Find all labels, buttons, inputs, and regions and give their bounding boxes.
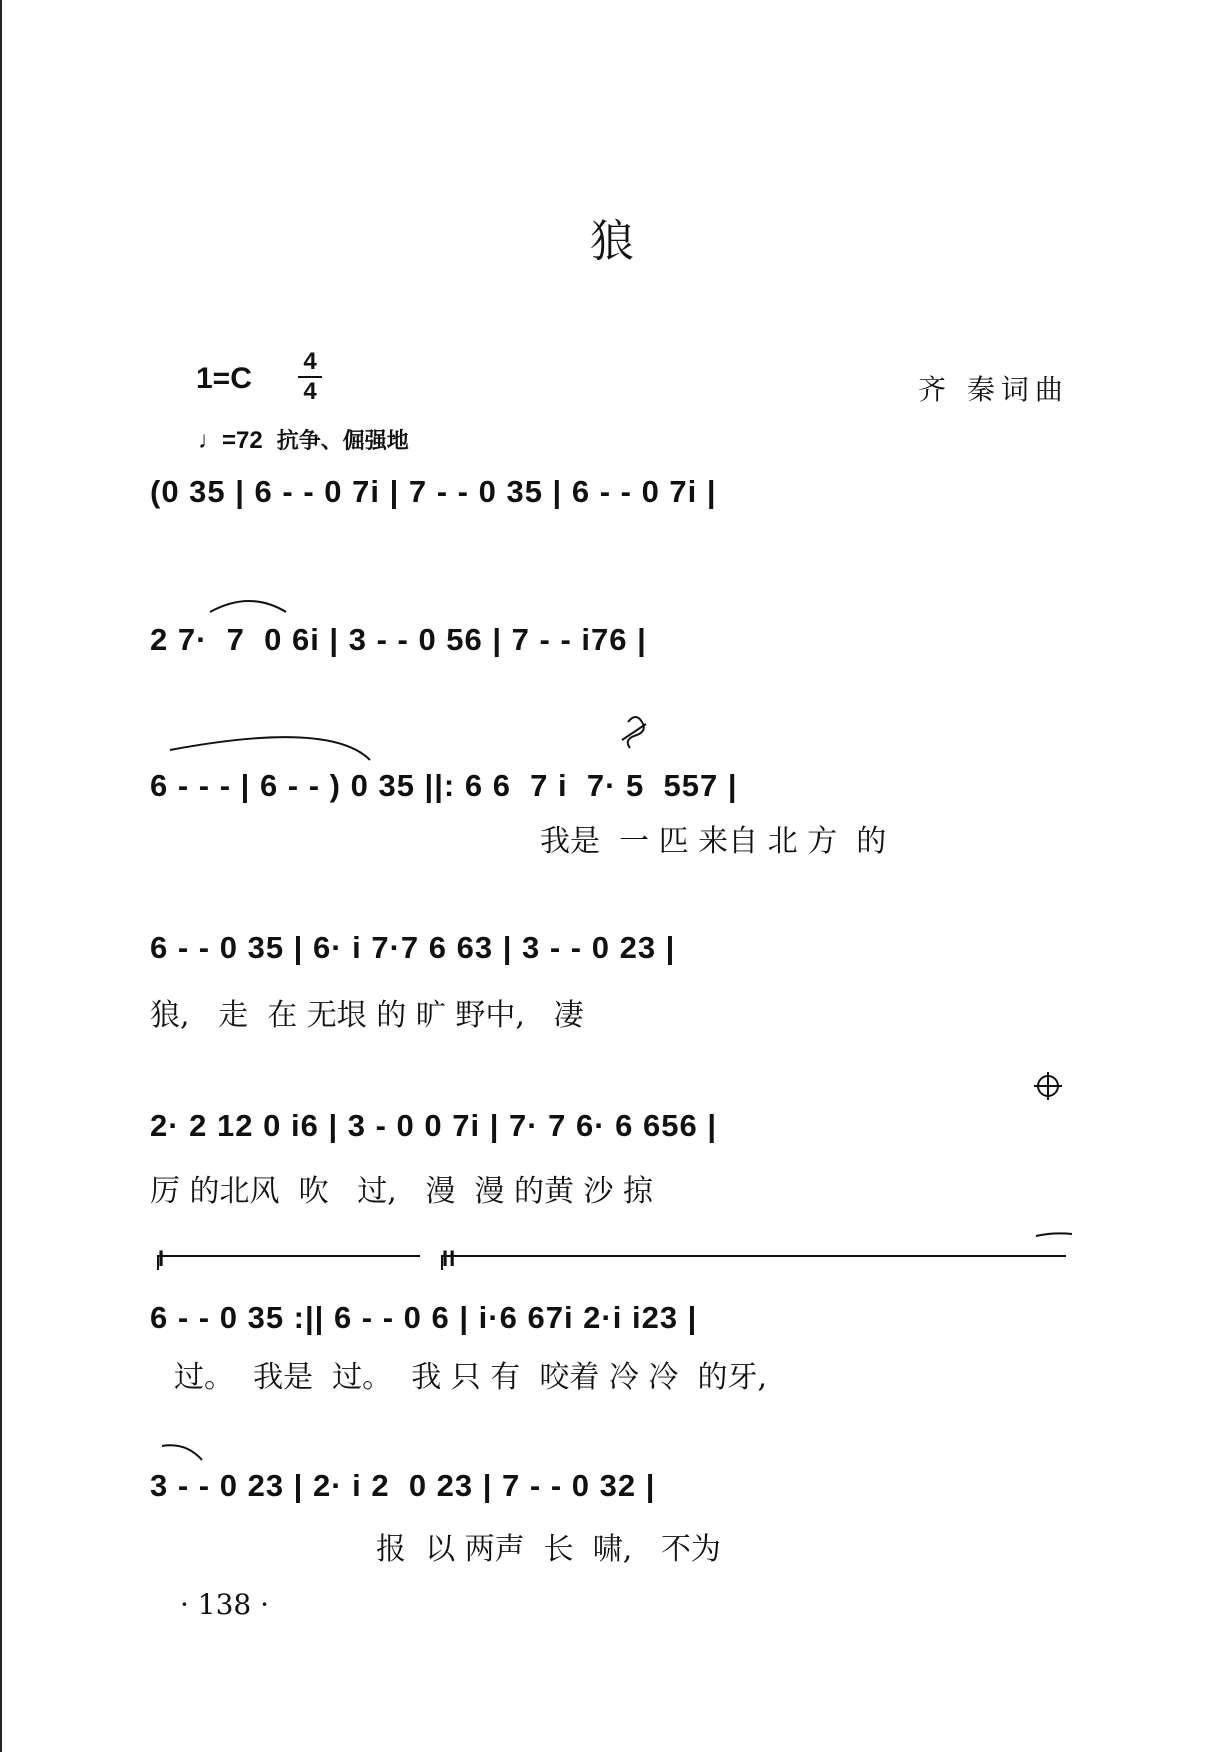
- notation-row: (0 35 | 6 - - 0 7i | 7 - - 0 35 | 6 - - 0 7i |: [150, 474, 717, 509]
- volta-first: I: [158, 1246, 166, 1271]
- tempo-value: ♩=72: [198, 427, 263, 454]
- lyric-row: 报 以 两声 长 啸, 不为: [376, 1532, 721, 1567]
- time-signature-bottom: 4: [303, 378, 317, 405]
- volta-brackets: [158, 1256, 1066, 1270]
- coda-icon: [1034, 1072, 1062, 1100]
- notation-row: 6 - - 0 35 | 6· i 7·7 6 63 | 3 - - 0 23 |: [150, 930, 676, 965]
- notation-row: 2· 2 12 0 i6 | 3 - 0 0 7i | 7· 7 6· 6 656 |: [150, 1108, 718, 1143]
- time-signature-top: 4: [303, 348, 317, 375]
- volta-second: II: [442, 1246, 457, 1271]
- lyric-row: 狼, 走 在 无垠 的 旷 野中, 凄: [150, 998, 584, 1033]
- notation-row: 2 7· 7 0 6i | 3 - - 0 56 | 7 - - i76 |: [150, 622, 647, 657]
- notation-row: 6 - - 0 35 :|| 6 - - 0 6 | i·6 67i 2·i i23 |: [150, 1300, 698, 1335]
- slur-marks: [162, 601, 1072, 1460]
- key-signature: 1=C: [196, 362, 252, 395]
- author-credit: 齐 秦词曲: [918, 373, 1069, 406]
- lyric-row: 过。 我是 过。 我 只 有 咬着 冷 冷 的牙,: [174, 1360, 768, 1395]
- lyric-row: 厉 的北风 吹 过, 漫 漫 的黄 沙 掠: [150, 1174, 654, 1209]
- song-title: 狼: [590, 216, 636, 267]
- page-number: · 138 ·: [180, 1588, 270, 1621]
- segno-icon: [622, 717, 646, 748]
- notation-row: 6 - - - | 6 - - ) 0 35 ||: 6 6 7 i 7· 5 557 |: [150, 768, 738, 803]
- expression-marking: 抗争、倔强地: [276, 428, 409, 453]
- notation-row: 3 - - 0 23 | 2· i 2 0 23 | 7 - - 0 32 |: [150, 1468, 656, 1503]
- lyric-row: 我是 一 匹 来自 北 方 的: [540, 824, 887, 859]
